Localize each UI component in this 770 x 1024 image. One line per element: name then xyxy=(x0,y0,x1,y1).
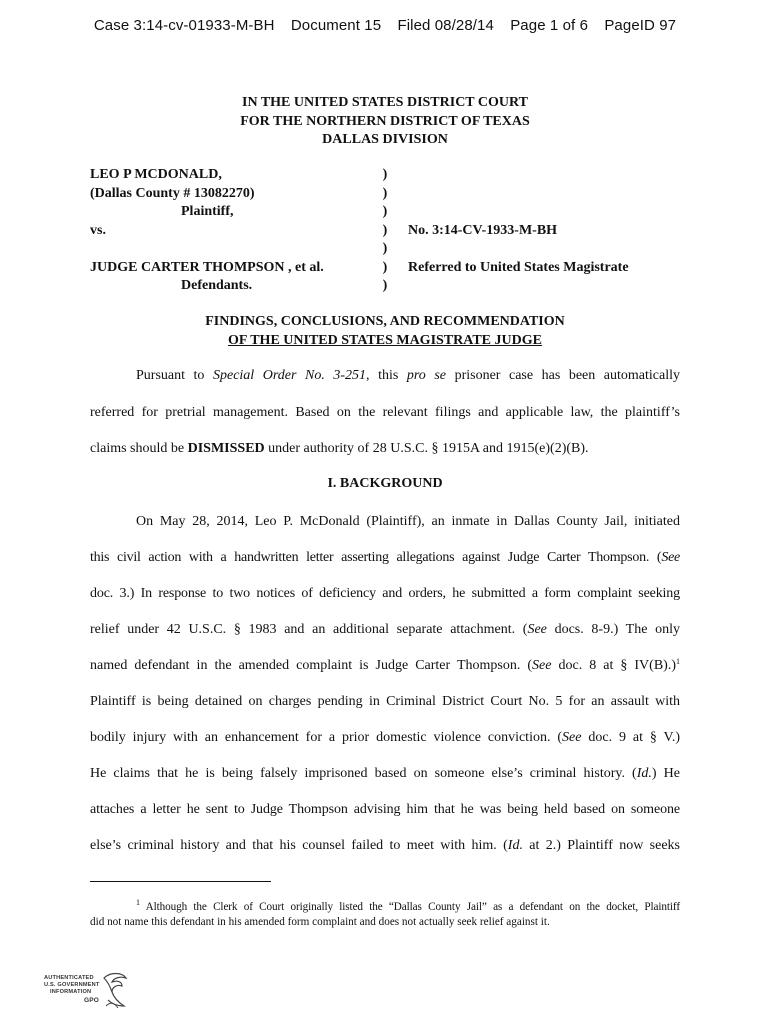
text: , this xyxy=(366,368,407,383)
text: ) He xyxy=(651,766,680,781)
referral-note: Referred to United States Magistrate xyxy=(408,259,629,275)
text: this civil action with a handwritten letter asserting allegations against Judge Carter Thompson. ( xyxy=(90,550,662,565)
defendant-role: Defendants. xyxy=(181,278,253,293)
background-line-6: Plaintiff is being detained on charges pending in Criminal District Court No. 5 for an assault with xyxy=(90,694,680,709)
text: named defendant in the amended complaint is Judge Carter Thompson. ( xyxy=(90,658,533,673)
text: relief under 42 U.S.C. § 1983 and an additional separate attachment. ( xyxy=(90,622,528,637)
document-title-line2 xyxy=(0,332,770,351)
citation-signal: Id. xyxy=(636,766,652,781)
intro-line-1 xyxy=(136,367,680,385)
citation-signal: See xyxy=(661,550,680,565)
caption-paren: ) xyxy=(382,241,388,256)
text: He claims that he is being falsely imprisoned based on someone else’s criminal history. ( xyxy=(90,766,637,781)
caption-paren: ) xyxy=(382,222,388,238)
versus-label: vs. xyxy=(90,222,106,238)
case-docket-number: No. 3:14-CV-1933-M-BH xyxy=(408,222,558,238)
citation-signal: Id. xyxy=(507,838,523,853)
text: doc. 9 at § V.) xyxy=(581,730,680,745)
citation-signal: See xyxy=(562,730,582,745)
background-line-2 xyxy=(90,549,680,567)
filing-header xyxy=(0,17,770,34)
eagle-icon xyxy=(100,972,130,1012)
section-heading-background: I. BACKGROUND xyxy=(327,476,443,491)
document-title-line1: FINDINGS, CONCLUSIONS, AND RECOMMENDATION xyxy=(205,314,565,329)
logo-text-government: U.S. GOVERNMENT xyxy=(44,982,100,988)
text: under authority of 28 U.S.C. § 1915A and 1915(e)(2)(B). xyxy=(264,441,589,456)
footnote-line-2: did not name this defendant in his amended form complaint and does not actually seek relief against it. xyxy=(90,916,550,928)
document-title-line2-text: OF THE UNITED STATES MAGISTRATE JUDGE xyxy=(228,332,542,348)
text: claims should be xyxy=(90,441,188,456)
caption-paren: ) xyxy=(382,259,388,275)
plaintiff-id: (Dallas County # 13082270) xyxy=(90,185,255,201)
filed-date: Filed 08/28/14 xyxy=(397,17,494,34)
caption-paren: ) xyxy=(382,167,388,182)
background-line-1: On May 28, 2014, Leo P. McDonald (Plaintiff), an inmate in Dallas County Jail, initiated xyxy=(136,514,680,529)
logo-text-authenticated: AUTHENTICATED xyxy=(44,975,94,981)
background-line-10 xyxy=(90,837,680,855)
background-line-5 xyxy=(90,657,680,675)
text: doc. 8 at § IV(B).) xyxy=(551,658,676,673)
citation-signal: See xyxy=(527,622,547,637)
special-order-citation: Special Order No. 3-251 xyxy=(212,368,367,383)
text: prisoner case has been automatically xyxy=(446,368,680,383)
court-division: DALLAS DIVISION xyxy=(322,132,448,147)
intro-line-3 xyxy=(90,440,680,458)
caption-paren: ) xyxy=(382,204,388,219)
text: Pursuant to xyxy=(136,368,213,383)
footnote-separator xyxy=(90,881,271,882)
pro-se-term: pro se xyxy=(406,368,447,383)
case-number: Case 3:14-cv-01933-M-BH xyxy=(93,17,275,34)
footnote-reference[interactable]: 1 xyxy=(676,657,680,666)
text: bodily injury with an enhancement for a prior domestic violence conviction. ( xyxy=(90,730,563,745)
background-line-7 xyxy=(90,729,680,747)
logo-text-gpo: GPO xyxy=(84,997,100,1004)
court-name-line1: IN THE UNITED STATES DISTRICT COURT xyxy=(242,95,528,110)
logo-text-information: INFORMATION xyxy=(50,989,92,995)
text: docs. 8-9.) The only xyxy=(546,622,680,637)
background-line-8 xyxy=(90,765,680,783)
citation-signal: See xyxy=(532,658,552,673)
page-id: PageID 97 xyxy=(604,17,677,34)
document-number: Document 15 xyxy=(290,17,382,34)
text: Although the Clerk of Court originally listed the “Dallas County Jail” as a defendant on the docket, Plaintiff xyxy=(139,901,680,913)
footnote-marker: 1 xyxy=(136,898,140,907)
text: at 2.) Plaintiff now seeks xyxy=(522,838,680,853)
background-line-9: attaches a letter he sent to Judge Thompson advising him that he was being held based on someone xyxy=(90,802,680,817)
plaintiff-role: Plaintiff, xyxy=(181,204,234,219)
plaintiff-name: LEO P MCDONALD, xyxy=(90,167,222,182)
defendant-name: JUDGE CARTER THOMPSON , et al. xyxy=(90,259,324,275)
dismissed-term: DISMISSED xyxy=(187,441,265,456)
page-count: Page 1 of 6 xyxy=(510,17,589,34)
court-name-line2: FOR THE NORTHERN DISTRICT OF TEXAS xyxy=(240,113,530,129)
intro-line-2: referred for pretrial management. Based on the relevant filings and applicable law, the plaintiff’s xyxy=(90,405,680,420)
text: else’s criminal history and that his counsel failed to meet with him. ( xyxy=(90,838,508,853)
caption-paren: ) xyxy=(382,278,388,293)
caption-paren: ) xyxy=(382,185,388,201)
background-line-4 xyxy=(90,621,680,639)
background-line-3: doc. 3.) In response to two notices of deficiency and orders, he submitted a form complaint seeking xyxy=(90,586,680,601)
footnote-line-1 xyxy=(136,900,680,914)
gpo-authentication-logo xyxy=(42,972,132,1012)
